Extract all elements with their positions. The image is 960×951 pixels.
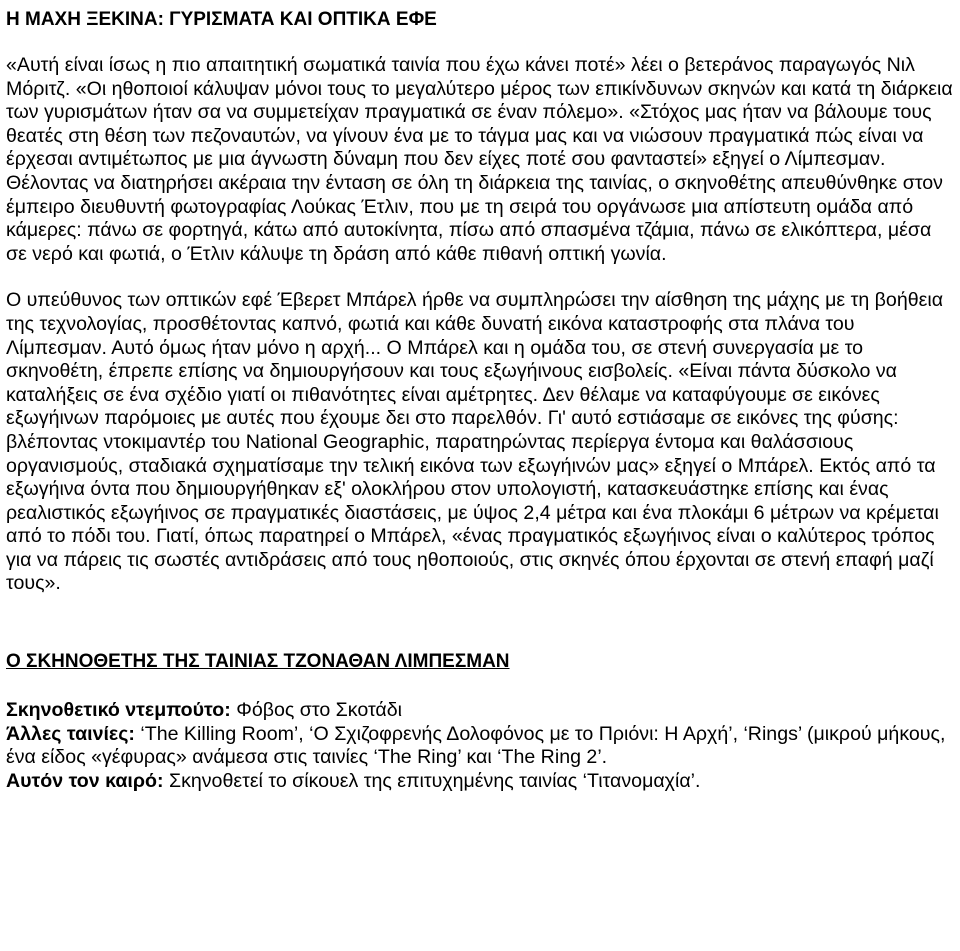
section-heading: Η ΜΑΧΗ ΞΕΚΙΝΑ: ΓΥΡΙΣΜΑΤΑ ΚΑΙ ΟΠΤΙΚΑ ΕΦΕ xyxy=(6,9,437,30)
other-films-label: Άλλες ταινίες: xyxy=(6,722,135,745)
paragraph-2: Ο υπεύθυνος των οπτικών εφέ Έβερετ Μπάρελ ήρθε να συμπληρώσει την αίσθηση της μάχης με τη βοήθεια της τεχνολογίας, προσθέτοντας καπνό, φωτιά και κάθε δυνατή εικόνα καταστροφής στα πλάνα του Λίμπεσμαν. Αυτό όμως ήταν μόνο η αρχή... Ο Μπάρελ και η ομάδα του, σε στενή συνεργασία με το σκηνοθέτη, έπρεπε επίσης να δημιουργήσουν και τους εξωγήινους εισβολείς. «Είναι πάντα δύσκολο να καταλήξεις σε ένα σχέδιο γιατί οι πιθανότητες είναι αμέτρητες. Δεν θέλαμε να καταφύγουμε σε εικόνες εξωγήινων παρόμοιες με αυτές που έχουμε δει στο παρελθόν. Γι' αυτό εστιάσαμε σε εικόνες της φύσης: βλέποντας ντοκιμαντέρ του National Geographic, παρατηρώντας περίεργα έντομα και θαλάσσιους οργανισμούς, σταδιακά σχηματίσαμε την τελική εικόνα των εξωγήινών μας» εξηγεί ο Μπάρελ. Εκτός από τα εξωγήινα όντα που δημιουργήθηκαν εξ' ολοκλήρου στον υπολογιστή, κατασκευάστηκε επίσης και ένας ρεαλιστικός εξωγήινος σε πραγματικές διαστάσεις, με ύψος 2,4 μέτρα και ένα πλοκάμι 6 μέτρων να κρέμεται από το πόδι του. Γιατί, όπως παρατηρεί ο Μπάρελ, «ένας πραγματικός εξωγήινος είναι ο καλύτερος τρόπος για να πάρεις τις σωστές αντιδράσεις από τους ηθοποιούς, στις σκηνές όπου έρχονται σε στενή επαφή μαζί τους». xyxy=(6,289,944,595)
director-info xyxy=(6,699,954,793)
current-work-line xyxy=(6,770,954,794)
current-work-value: Σκηνοθετεί το σίκουελ της επιτυχημένης ταινίας ‘Τιτανομαχία’. xyxy=(168,769,701,792)
document-page xyxy=(6,0,954,793)
debut-value: Φόβος στο Σκοτάδι xyxy=(236,699,403,722)
debut-label: Σκηνοθετικό ντεμπούτο: xyxy=(6,699,231,722)
other-films-value: ‘The Killing Room’, ‘Ο Σχιζοφρενής Δολοφόνος με το Πριόνι: Η Αρχή’, ‘Rings’ (μικρού μήκους, ένα είδος «γέφυρας» ανάμεσα στις ταινίες ‘The Ring’ και ‘The Ring 2’. xyxy=(6,722,946,769)
other-films-line xyxy=(6,723,954,770)
paragraph-1: «Αυτή είναι ίσως η πιο απαιτητική σωματικά ταινία που έχω κάνει ποτέ» λέει ο βετεράνος παραγωγός Νιλ Μόριτζ. «Οι ηθοποιοί κάλυψαν μόνοι τους το μεγαλύτερο μέρος των επικίνδυνων σκηνών και κατά τη διάρκεια των γυρισμάτων ήταν σα να συμμετείχαν πραγματικά σε έναν πόλεμο». «Στόχος μας ήταν να βάλουμε τους θεατές στη θέση των πεζοναυτών, να γίνουν ένα με το τάγμα μας και να νιώσουν πραγματικά πώς είναι να έρχεσαι αντιμέτωπος με μια άγνωστη δύναμη που δεν είχες ποτέ σου φανταστεί» εξηγεί ο Λίμπεσμαν. Θέλοντας να διατηρήσει ακέραια την ένταση σε όλη τη διάρκεια της ταινίας, ο σκηνοθέτης απευθύνθηκε στον έμπειρο διευθυντή φωτογραφίας Λούκας Έτλιν, που με τη σειρά του οργάνωσε μια απίστευτη ομάδα από κάμερες: πάνω σε φορτηγά, κάτω από αυτοκίνητα, πίσω από σπασμένα τζάμια, πάνω σε ελικόπτερα, μέσα σε νερό και φωτιά, ο Έτλιν κάλυψε τη δράση από κάθε πιθανή οπτική γωνία. xyxy=(6,54,953,265)
current-work-label: Αυτόν τον καιρό: xyxy=(6,769,164,792)
debut-line xyxy=(6,699,954,723)
director-section-title: Ο ΣΚΗΝΟΘΕΤΗΣ ΤΗΣ ΤΑΙΝΙΑΣ ΤΖΟΝΑΘΑΝ ΛΙΜΠΕΣΜΑΝ xyxy=(6,651,510,673)
